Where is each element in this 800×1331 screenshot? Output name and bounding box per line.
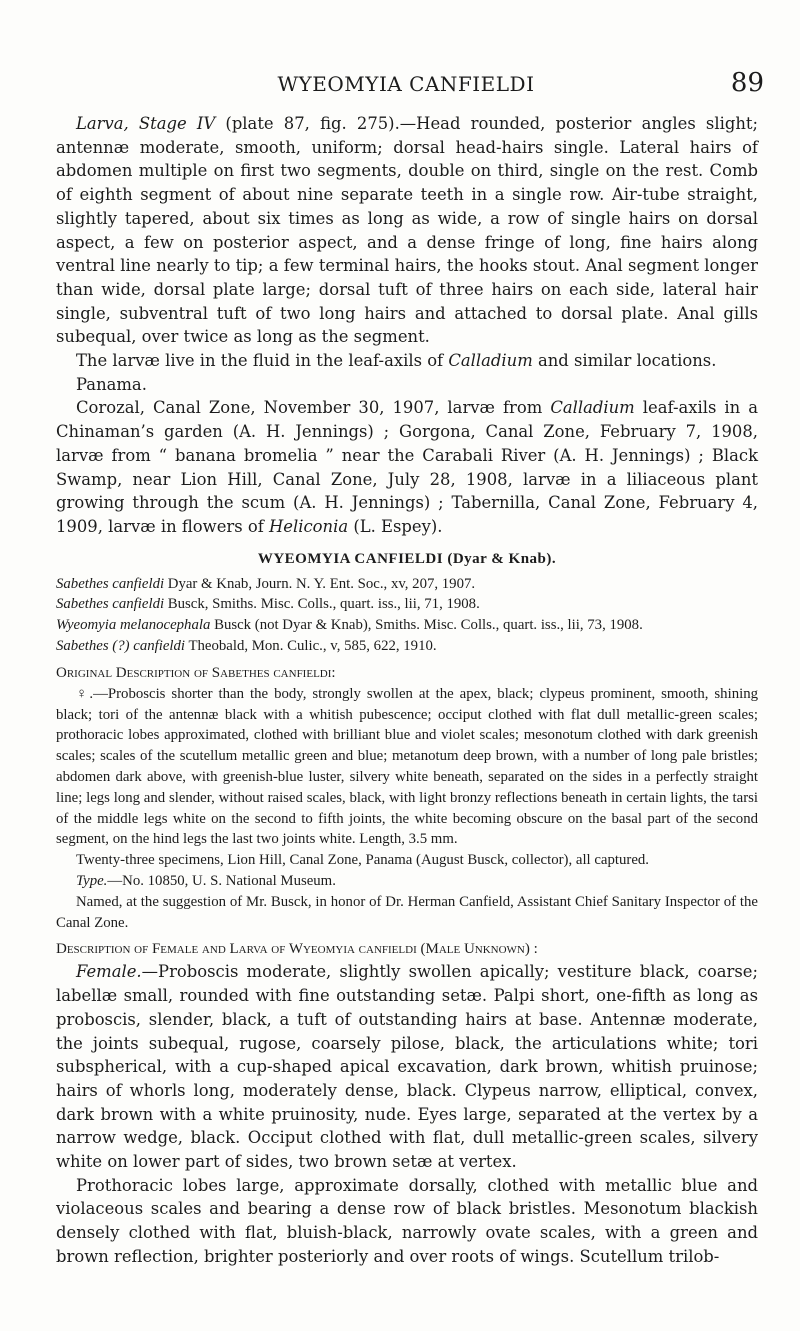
habitat-paragraph [56,349,758,373]
synonym-entry [56,615,758,636]
species-title: WYEOMYIA CANFIELDI (Dyar & Knab). [257,550,557,567]
original-female-description: ♀.—Proboscis shorter than the body, strongly swollen at the apex, black; clypeus prominent, smooth, shining black; tori of the antennæ black with a whitish pubescence; occiput clothed with flat dull metallic-green scales; prothoracic lobes approximated, clothed with brilliant blue and violet scales; mesonotum clothed with dark greenish scales; scales of the scutellum metallic green and blue; metanotum deep brown, with a number of long pale bristles; abdomen dark above, with greenish-blue luster, silvery white beneath, separated on the sides in a perfectly straight line; legs long and slender, without raised scales, black, with light bronzy reflections beneath in certain lights, the tarsi of the middle legs white on the second to fifth joints, the white becoming obscure on the basal part of the second segment, on the hind legs the last two joints white. Length, 3.5 mm. [56,685,758,848]
larva-paragraph [56,112,758,349]
named-note: Named, at the suggestion of Mr. Busck, in honor of Dr. Herman Canfield, Assistant Chief Sanitary Inspector of the Canal Zone. [56,893,758,931]
synonym-name: Sabethes canfieldi [56,575,165,592]
female-text: —Proboscis moderate, slightly swollen apically; vestiture black, coarse; labellæ small, rounded with fine outstanding setæ. Palpi short, one-fifth as long as proboscis, slender, black, a tuft of outstanding hairs at base. Antennæ moderate, the joints subequal, rugose, coarsely pilose, black, the articulations white; tori subspherical, with a cup-shaped apical excavation, dark brown, whitish pruinose; hairs of whorls long, moderately dense, black. Clypeus narrow, elliptical, convex, dark brown with a white pruinosity, nude. Eyes large, separated at the vertex by a narrow wedge, black. Occiput clothed with flat, dull metallic-green scales, silvery white on lower part of sides, two brown setæ at vertex. [56,962,758,1172]
locality-paragraph: Panama. [76,374,147,394]
page-number: 89 [730,68,764,98]
running-title: WYEOMYIA CANFIELDI [277,72,535,96]
records-text-a: Corozal, Canal Zone, November 30, 1907, larvæ from [76,398,543,418]
habitat-text-a: The larvæ live in the fluid in the leaf-axils of [76,351,444,371]
type-text: —No. 10850, U. S. National Museum. [107,873,336,890]
synonym-name: Sabethes canfieldi [56,596,165,613]
records-paragraph [56,396,758,538]
type-note [56,871,758,892]
habitat-genus: Calladium [448,351,533,371]
synonym-citation: Theobald, Mon. Culic., v, 585, 622, 1910. [188,638,437,655]
records-text-b: leaf-axils in a Chinaman’s garden (A. H. Jennings) ; Gorgona, Canal Zone, February 7, 1908, larvæ from “ banana bromelia ” near the Carabali River (A. H. Jennings) ; Black Swamp, near Lion Hill, Canal Zone, July 28, 1908, larvæ in a liliaceous plant growing through the scum (A. H. Jennings) ; Tabernilla, Canal Zone, February 4, 1909, larvæ in flowers of [56,398,759,536]
synonym-entry [56,594,758,615]
synonym-citation: Busck, Smiths. Misc. Colls., quart. iss., lii, 71, 1908. [167,596,480,613]
page-header [56,62,764,102]
larva-heading: Larva, Stage IV [76,114,216,133]
female-paragraph [56,960,758,1173]
records-text-c: (L. Espey). [353,516,443,536]
page-body [56,112,758,1269]
synonym-entry [56,574,758,595]
synonym-citation: Busck (not Dyar & Knab), Smiths. Misc. Colls., quart. iss., lii, 73, 1908. [214,617,643,634]
records-genus: Calladium [550,398,635,418]
specimens-note: Twenty-three specimens, Lion Hill, Canal Zone, Panama (August Busck, collector), all captured. [76,852,649,869]
records-genus-2: Heliconia [269,516,349,536]
description-heading: Description of Female and Larva of Wyeomyia canfieldi (Male Unknown) : [56,941,538,958]
thorax-paragraph: Prothoracic lobes large, approximate dorsally, clothed with metallic blue and violaceous scales and bearing a dense row of black bristles. Mesonotum blackish densely clothed with flat, bluish-black, narrowly ovate scales, with a green and brown reflection, brighter posteriorly and over roots of wings. Scutellum trilob- [56,1175,758,1266]
synonym-citation: Dyar & Knab, Journ. N. Y. Ent. Soc., xv, 207, 1907. [167,575,476,592]
larva-intro: (plate 87, fig. 275).—Head rounded, posterior angles slight; antennæ moderate, smooth, uniform; dorsal head-hairs single. Lateral hairs of abdomen multiple on first two segments, double on third, single on the rest. Comb of eighth segment of about nine separate teeth in a single row. Air-tube straight, slightly tapered, about six times as long as wide, a row of single hairs on dorsal aspect, a few on posterior aspect, and a dense fringe of long, fine hairs along ventral line nearly to tip; a few terminal hairs, the hooks stout. Anal segment longer than wide, dorsal plate large; dorsal tuft of three hairs on each side, lateral hair single, subventral tuft of two long hairs and attached to dorsal plate. Anal gills subequal, over twice as long as the segment. [56,114,758,347]
original-description-heading: Original Description of Sabethes canfieldi: [56,664,336,681]
synonym-name: Wyeomyia melanocephala [56,617,211,634]
female-label: Female. [76,962,142,982]
type-label: Type. [76,873,108,890]
synonym-entry [56,636,758,657]
synonym-name: Sabethes (?) canfieldi [56,638,186,655]
habitat-text-b: and similar locations. [537,351,717,371]
